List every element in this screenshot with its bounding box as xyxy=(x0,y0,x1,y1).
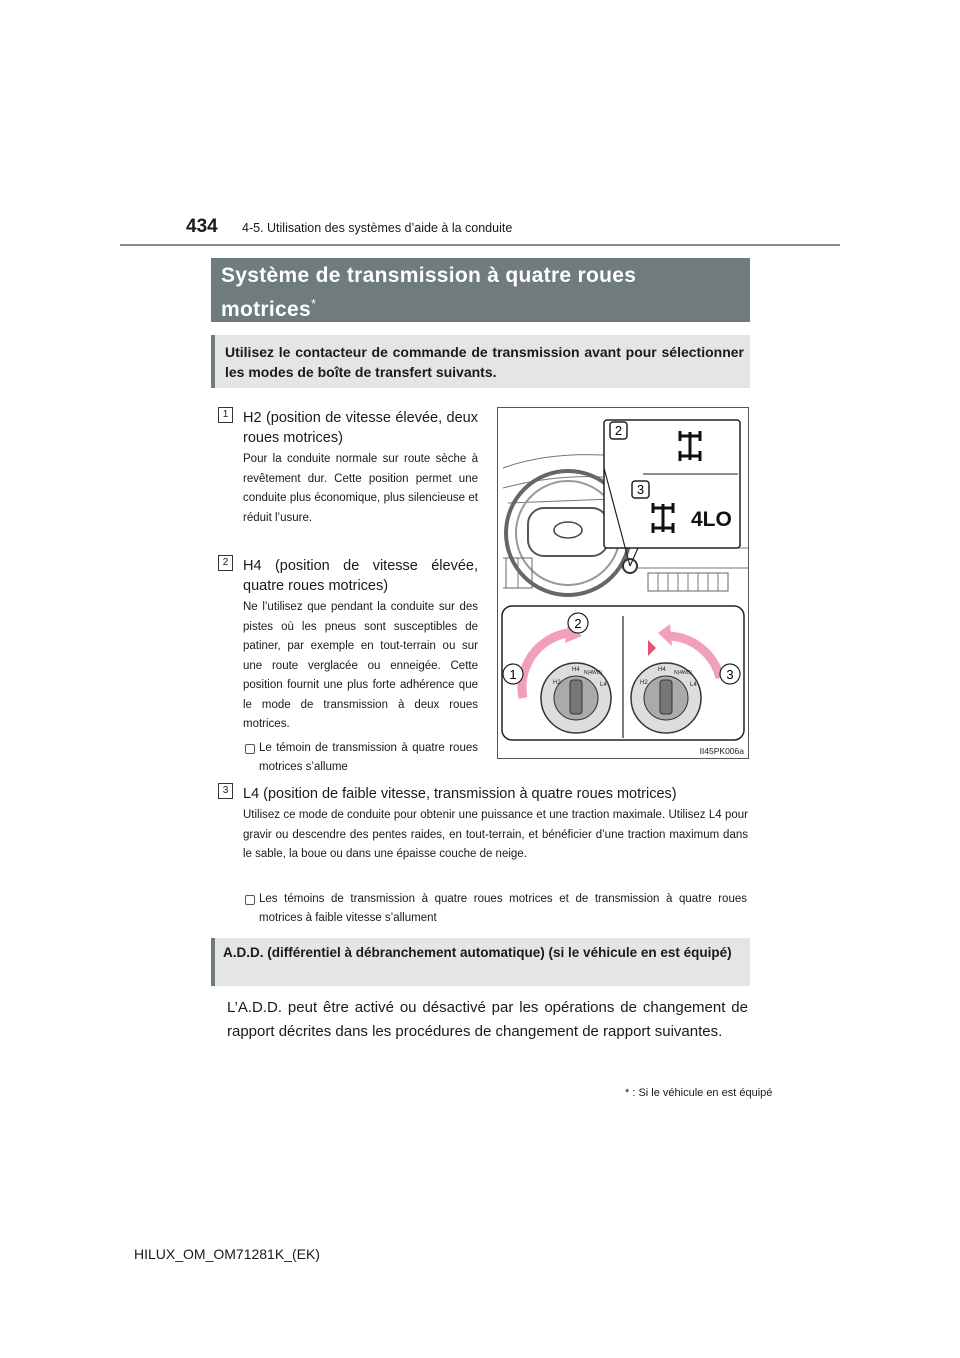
intro-text: Utilisez le contacteur de commande de transmission avant pour sélectionner les modes de boîte de transfert suivants. xyxy=(225,344,744,380)
knob-callout-1: 1 xyxy=(509,667,517,682)
item-body-h4: Ne l’utilisez que pendant la conduite sur des pistes où les pneus sont susceptibles de patiner, par exemple en tout-terrain ou sur une route verglacée ou enneigée. Cette position fournit une plus forte adhérence que le mode de transmission à deux roues motrices. xyxy=(243,601,478,730)
knob-left-l4: L4 xyxy=(600,682,607,688)
item-title-l4: L4 (position de faible vitesse, transmission à quatre roues motrices) xyxy=(243,786,677,802)
knob-callout-2: 2 xyxy=(574,616,582,631)
knob-left-n4wd: N(4WD) xyxy=(584,670,603,676)
add-body: L’A.D.D. peut être activé ou désactivé par les opérations de changement de rapport décrites dans les procédures de changement de rapport suivantes. xyxy=(227,999,748,1040)
transmission-figure xyxy=(497,407,749,759)
title-text: Système de transmission à quatre roues motrices xyxy=(221,264,637,321)
knob-right-l4: L4 xyxy=(690,682,697,688)
knob-right-h2: H2 xyxy=(640,680,648,686)
callout-2: 2 xyxy=(614,423,623,438)
item-note-h4: Le témoin de transmission à quatre roues motrices s’allume xyxy=(259,739,478,777)
item-body-h2: Pour la conduite normale sur route sèche à revêtement dur. Cette position permet une conduite plus économique, plus silencieuse et réduit l’usure. xyxy=(243,453,478,524)
page-title xyxy=(221,262,721,324)
knob-right-h4: H4 xyxy=(658,667,666,673)
item-title-h4: H4 (position de vitesse élevée, quatre roues motrices) xyxy=(243,558,478,594)
intro-box xyxy=(211,335,750,388)
header-divider xyxy=(120,244,840,246)
section-heading: 4-5. Utilisation des systèmes d’aide à la conduite xyxy=(242,221,513,235)
item-number-1: 1 xyxy=(218,407,233,423)
title-mark: * xyxy=(310,296,317,311)
knob-left-h4: H4 xyxy=(572,667,580,673)
footnote: * : Si le véhicule en est équipé xyxy=(625,1087,773,1099)
item-note-l4: Les témoins de transmission à quatre roues motrices et de transmission à quatre roues motrices à faible vitesse s’allument xyxy=(259,890,747,928)
callout-3: 3 xyxy=(636,482,645,497)
4lo-indicator: 4LO xyxy=(691,508,732,531)
item-body-l4: Utilisez ce mode de conduite pour obtenir une puissance et une traction maximale. Utilisez L4 pour gravir ou descendre des pentes raides, en tout-terrain, et bénéficier d’une traction maximum dans le sable, la boue ou dans une épaisse couche de neige. xyxy=(243,809,748,860)
item-number-3: 3 xyxy=(218,783,233,799)
item-title-h2: H2 (position de vitesse élevée, deux roues motrices) xyxy=(243,410,478,446)
page-number: 434 xyxy=(186,216,218,237)
knob-right-n4wd: N(4WD) xyxy=(674,670,693,676)
title-banner xyxy=(211,258,750,322)
knob-left-h2: H2 xyxy=(553,680,561,686)
footer-code: HILUX_OM_OM71281K_(EK) xyxy=(134,1246,320,1262)
add-heading: A.D.D. (différentiel à débranchement automatique) (si le véhicule en est équipé) xyxy=(223,945,732,960)
figure-illustration xyxy=(498,408,748,758)
knob-callout-3: 3 xyxy=(726,667,734,682)
add-heading-box xyxy=(211,938,750,986)
item-number-2: 2 xyxy=(218,555,233,571)
figure-code: II45PK006a xyxy=(699,746,744,756)
